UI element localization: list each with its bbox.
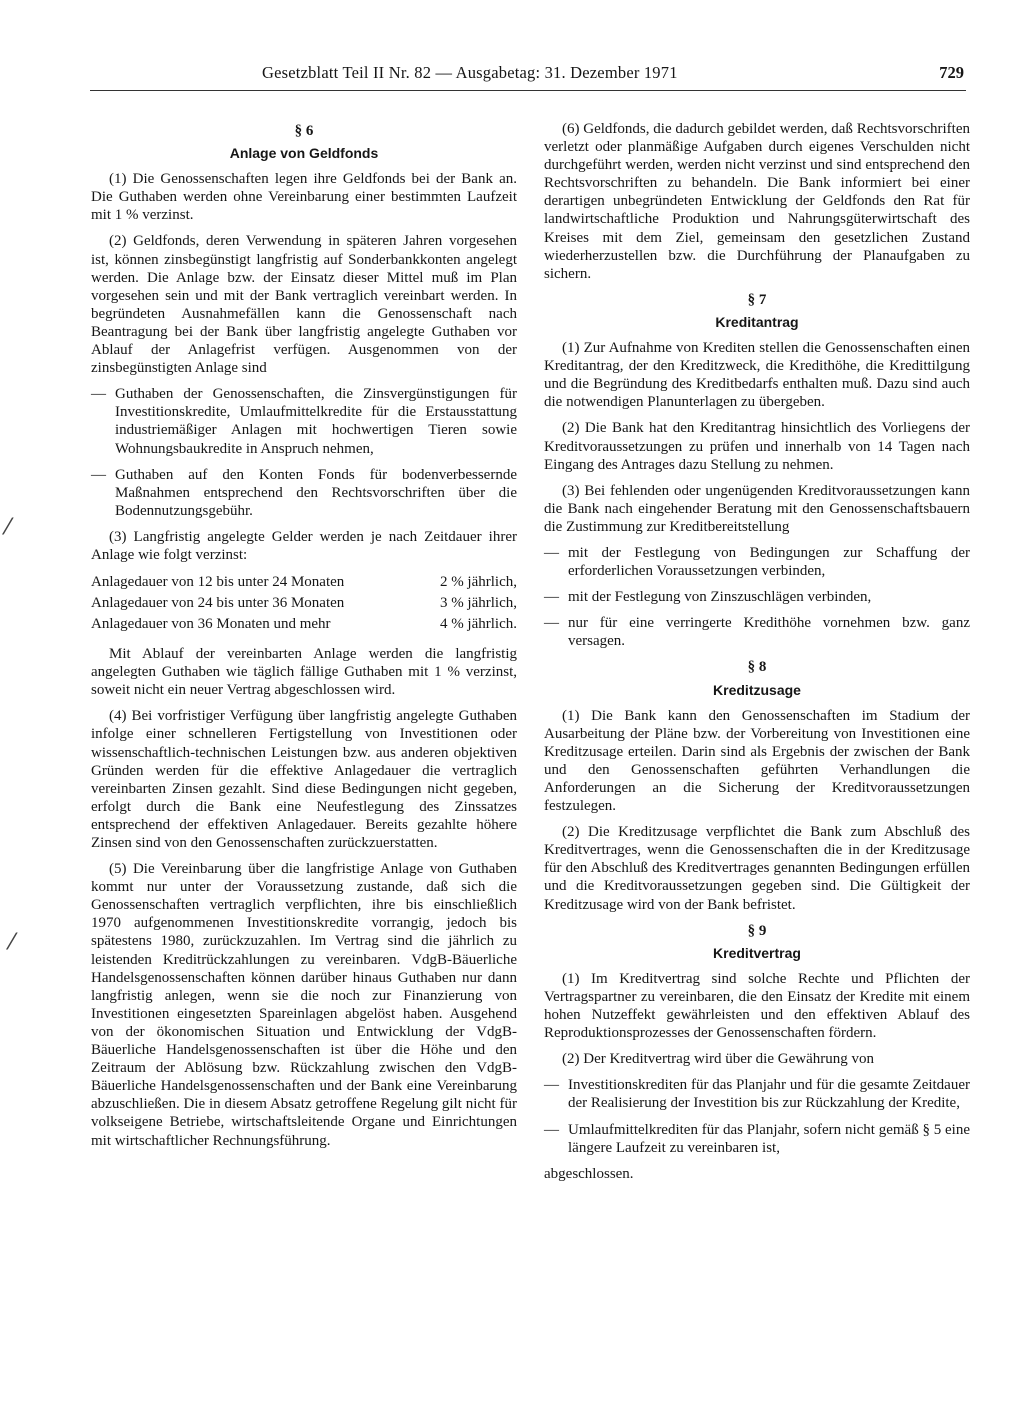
dash-mark: —	[544, 615, 559, 632]
paragraph: (1) Die Genossenschaften legen ihre Geldfonds bei der Bank an. Die Guthaben werden ohne Vereinbarung einer bestimmten Laufzeit mit 1 % verzinst.	[91, 171, 517, 224]
section-title: Kreditzusage	[713, 681, 801, 698]
dash-item-text: mit der Festlegung von Zinszuschlägen verbinden,	[568, 589, 872, 606]
margin-check-mark: ⁄	[10, 930, 14, 955]
paragraph: (1) Im Kreditvertrag sind solche Rechte und Pflichten der Vertragspartner zu vereinbaren, die den Einsatz der Kredite mit einem hohen Nutzeffekt gewährleisten und den effektiven Ablauf des Reproduktionsprozesses der Genossenschaften fördern.	[544, 970, 970, 1042]
dash-item-text: Guthaben auf den Konten Fonds für bodenverbessernde Maßnahmen entsprechend den Rechtsvorschriften über die Bodennutzungsgebühr.	[115, 466, 517, 519]
dash-mark: —	[544, 1077, 559, 1094]
page-number: 729	[939, 63, 964, 82]
dash-item-text: Umlaufmittelkrediten für das Planjahr, sofern nicht gemäß § 5 eine längere Laufzeit zu vereinbaren ist,	[568, 1121, 970, 1156]
paragraph: (2) Geldfonds, deren Verwendung in späteren Jahren vorgesehen ist, können zinsbegünstigt langfristig auf Sonderbankkonten angelegt werden. Die Anlage bzw. der Einsatz dieser Mittel muß im Plan vorgesehen sein und mit der Bank vertraglich vereinbart werden. In begründeten Ausnahmefällen kann die Genossenschaft nach Beantragung bei der Bank über langfristig angelegte Guthaben vor Ablauf der Anlagefrist verfügen. Ausgenommen von der zinsbegünstigten Anlage sind	[91, 233, 517, 377]
interest-rate-table	[91, 572, 517, 635]
rate-row	[91, 572, 517, 593]
paragraph: (1) Zur Aufnahme von Krediten stellen die Genossenschaften einen Kreditantrag, der den Kreditzweck, die Kredithöhe, die Kredittilgung und die Begründung des Kreditbedarfs enthalten muß. Dazu sind auch die notwendigen Planunterlagen zu übergeben.	[544, 340, 970, 411]
dash-item	[544, 588, 970, 606]
paragraph: (3) Langfristig angelegte Gelder werden je nach Zeitdauer ihrer Anlage wie folgt verzinst:	[91, 528, 517, 563]
dash-item	[544, 544, 970, 580]
section-title: Kreditantrag	[715, 313, 799, 330]
paragraph: (2) Der Kreditvertrag wird über die Gewährung von	[562, 1051, 874, 1068]
paragraph: Mit Ablauf der vereinbarten Anlage werden die langfristig angelegten Guthaben wie täglich fällige Guthaben mit 1 % verzinst, soweit nicht ein neuer Vertrag abgeschlossen wird.	[91, 646, 517, 699]
rate-value: 4 % jährlich.	[439, 616, 517, 633]
paragraph: (2) Die Bank hat den Kreditantrag hinsichtlich des Vorliegens der Kreditvoraussetzungen zu prüfen und innerhalb von 14 Tagen nach Eingang des Antrages dazu Stellung zu nehmen.	[544, 420, 970, 473]
rate-label: Anlagedauer von 24 bis unter 36 Monaten	[91, 595, 345, 612]
rate-label: Anlagedauer von 12 bis unter 24 Monaten	[91, 574, 345, 591]
section-number: § 6	[294, 123, 314, 139]
dash-mark: —	[91, 466, 106, 483]
dash-item-text: mit der Festlegung von Bedingungen zur Schaffung der erforderlichen Voraussetzungen verbinden,	[568, 544, 970, 580]
dash-mark: —	[91, 386, 106, 403]
dash-mark: —	[544, 589, 559, 606]
dash-item-text: Investitionskrediten für das Planjahr und für die gesamte Zeitdauer der Realisierung der Investition bis zur Rückzahlung der Kredite,	[568, 1077, 970, 1112]
paragraph: abgeschlossen.	[544, 1165, 634, 1182]
paragraph: (5) Die Vereinbarung über die langfristige Anlage von Guthaben kommt nur unter der Voraussetzung zustande, daß sich die Genossenschaften vertraglich verpflichten, ihre bis einschließlich 1970 aufgenommenen Investitionskredite vorrangig, jedoch bis spätestens 1980, zurückzuzahlen. Im Vertrag sind die jährlich zu leistenden Kreditrückzahlungen zu vereinbaren. VdgB-Bäuerliche Handelsgenossenschaften können darüber hinaus Guthaben nur dann langfristig anlegen, wenn sie die noch zur Finanzierung von Investitionen eingesetzten Spareinlagen abgelöst haben. Ausgehend von der ökonomischen Situation und Entwicklung der VdgB-Bäuerliche Handelsgenossenschaften ist über die Höhe und den Zeitraum der Ablösung bzw. Rückzahlung zwischen den VdgB-Bäuerliche Handelsgenossenschaften und der Bank eine Vereinbarung abzuschließen. Die in diesem Absatz getroffene Regelung gilt nicht für volkseigene Betriebe, wirtschaftsleitende Organe und Einrichtungen mit wirtschaftlicher Rechnungsführung.	[91, 861, 517, 1149]
rate-row	[91, 614, 517, 635]
dash-item	[544, 1121, 970, 1157]
right-column	[544, 120, 970, 1191]
dash-item	[91, 466, 517, 520]
margin-check-mark: ⁄	[6, 515, 10, 540]
dash-item-text: Guthaben der Genossenschaften, die Zinsvergünstigungen für Investitionskredite, Umlaufmittelkredite für die Erstausstattung industriemäßiger Anlagen mit hochwertigen Tieren sowie Wohnungsbaukredite in Anspruch nehmen,	[115, 386, 517, 457]
left-column	[91, 120, 517, 1158]
header-title: Gesetzblatt Teil II Nr. 82 — Ausgabetag: 31. Dezember 1971	[262, 63, 678, 82]
rate-row	[91, 593, 517, 614]
section-title: Kreditvertrag	[713, 944, 801, 961]
rate-value: 2 % jährlich,	[439, 574, 517, 591]
paragraph: (4) Bei vorfristiger Verfügung über langfristig angelegte Guthaben infolge einer schnelleren Fertigstellung von Investitionen oder wissenschaftlich-technischen Leistungen bzw. aus anderen objektiven Gründen werden für die effektive Anlagedauer die vertraglich vereinbarten Zinsen gezahlt. Sind diese Bedingungen nicht gegeben, erfolgt durch die Bank eine Neufestlegung des Zinssatzes entsprechend der effektiven Anlagedauer. Bereits gezahlte höhere Zinsen sind von den Genossenschaften zurückzuerstatten.	[91, 708, 517, 851]
rate-value: 3 % jährlich,	[439, 595, 517, 612]
dash-item	[544, 1076, 970, 1112]
paragraph: (2) Die Kreditzusage verpflichtet die Bank zum Abschluß des Kreditvertrages, wenn die Genossenschaften die in der Kreditzusage für den Abschluß des Kreditvertrages genannten Bedingungen erfüllen und die Kreditvoraussetzungen gegeben sind. Die Gültigkeit der Kreditzusage wird von der Bank befristet.	[544, 824, 970, 913]
section-number: § 8	[747, 659, 767, 676]
rate-label: Anlagedauer von 36 Monaten und mehr	[91, 616, 331, 633]
dash-mark: —	[544, 1121, 559, 1138]
dash-mark: —	[544, 544, 559, 561]
section-title: Anlage von Geldfonds	[229, 145, 379, 162]
paragraph: (6) Geldfonds, die dadurch gebildet werden, daß Rechtsvorschriften verletzt oder planmäßige Aufgaben durch eigenes Verschulden nicht durchgeführt werden, werden nicht verzinst und sind entsprechend den Rechtsvorschriften zu behandeln. Die Bank informiert bei einer derartigen unbegründeten Entwicklung der Geldfonds den Rat für landwirtschaftliche Produktion und Nahrungsgüterwirtschaft des Kreises mit dem Ziel, gemeinsam den gesetzlichen Zustand wiederherzustellen bzw. die Durchführung der Planaufgaben zu sichern.	[544, 121, 970, 282]
section-number: § 7	[747, 291, 767, 308]
dash-item-text: nur für eine verringerte Kredithöhe vornehmen bzw. ganz versagen.	[568, 615, 970, 650]
paragraph: (1) Die Bank kann den Genossenschaften im Stadium der Ausarbeitung der Pläne bzw. der Vorbereitung von Investitionen eine Kreditzusage erteilen. Darin sind als Ergebnis der zwischen der Bank und den Genossenschaften geführten Verhandlungen die Anforderungen an die Sicherung der Kreditvoraussetzungen festzulegen.	[544, 707, 970, 815]
section-number: § 9	[747, 922, 767, 939]
header-rule	[90, 90, 966, 91]
dash-item	[91, 385, 517, 457]
dash-item	[544, 614, 970, 650]
paragraph: (3) Bei fehlenden oder ungenügenden Kreditvoraussetzungen kann die Bank nach eingehender Beratung mit den Genossenschaftsbauern die Zustimmung zur Kreditbereitstellung	[544, 482, 970, 535]
